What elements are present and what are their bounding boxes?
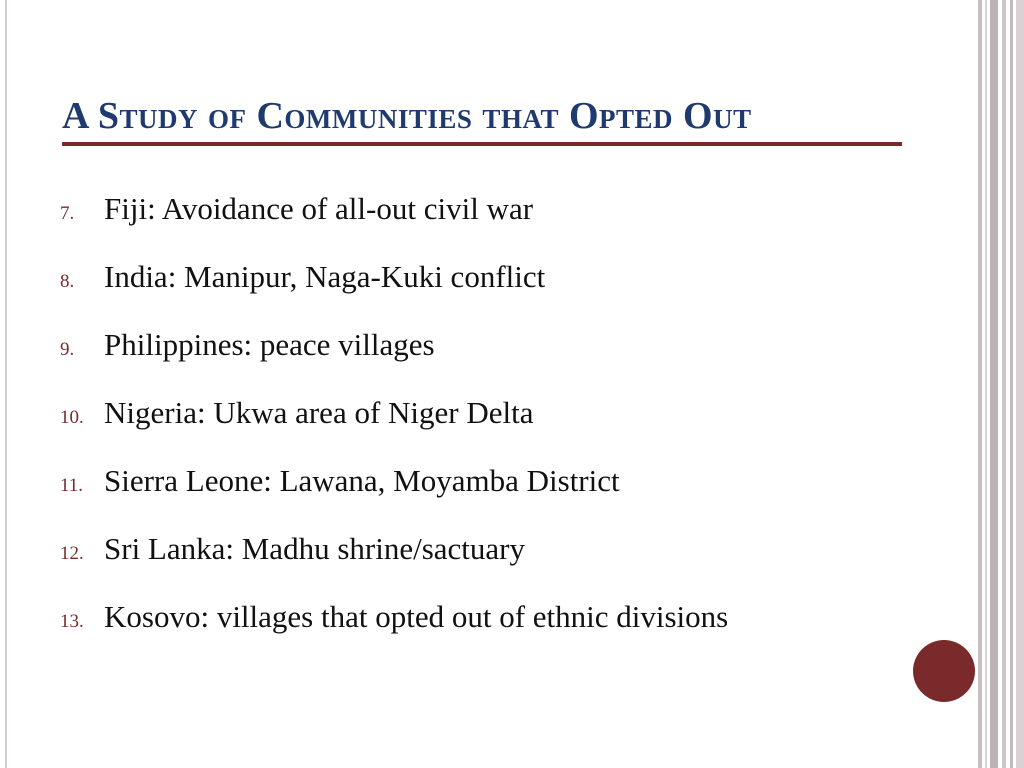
list-item-number: 12. — [60, 543, 84, 564]
list-item-number: 10. — [60, 407, 84, 428]
list-item — [58, 528, 818, 570]
left-border-line — [5, 0, 7, 768]
list-item-text: Philippines: peace villages — [104, 327, 435, 362]
list-item-number: 13. — [60, 611, 84, 632]
list-item-text: Sri Lanka: Madhu shrine/sactuary — [104, 531, 525, 566]
list-item-text: Fiji: Avoidance of all-out civil war — [104, 191, 534, 226]
list-item-number: 9. — [60, 339, 75, 360]
list-item — [58, 596, 818, 638]
right-decorative-stripe — [1002, 0, 1006, 768]
list-item-text: India: Manipur, Naga-Kuki conflict — [104, 259, 546, 294]
list-item-text: Nigeria: Ukwa area of Niger Delta — [104, 395, 534, 430]
right-decorative-stripe — [990, 0, 998, 768]
list-item-number: 11. — [60, 475, 84, 496]
list-item-number: 8. — [60, 271, 75, 292]
list-item-number: 7. — [60, 203, 75, 224]
right-decorative-stripe — [985, 0, 987, 768]
right-decorative-stripe — [1010, 0, 1013, 768]
right-decorative-stripe — [1016, 0, 1024, 768]
decorative-circle — [913, 640, 975, 702]
title-underline — [62, 142, 902, 146]
slide-title: A Study of Communities that Opted Out — [62, 95, 752, 137]
list-item — [58, 392, 818, 434]
list-item-text: Sierra Leone: Lawana, Moyamba District — [104, 463, 620, 498]
numbered-list — [58, 188, 818, 664]
list-item — [58, 256, 818, 298]
list-item — [58, 324, 818, 366]
list-item — [58, 188, 818, 230]
right-decorative-stripe — [978, 0, 982, 768]
list-item-text: Kosovo: villages that opted out of ethnic divisions — [104, 599, 729, 634]
list-item — [58, 460, 818, 502]
